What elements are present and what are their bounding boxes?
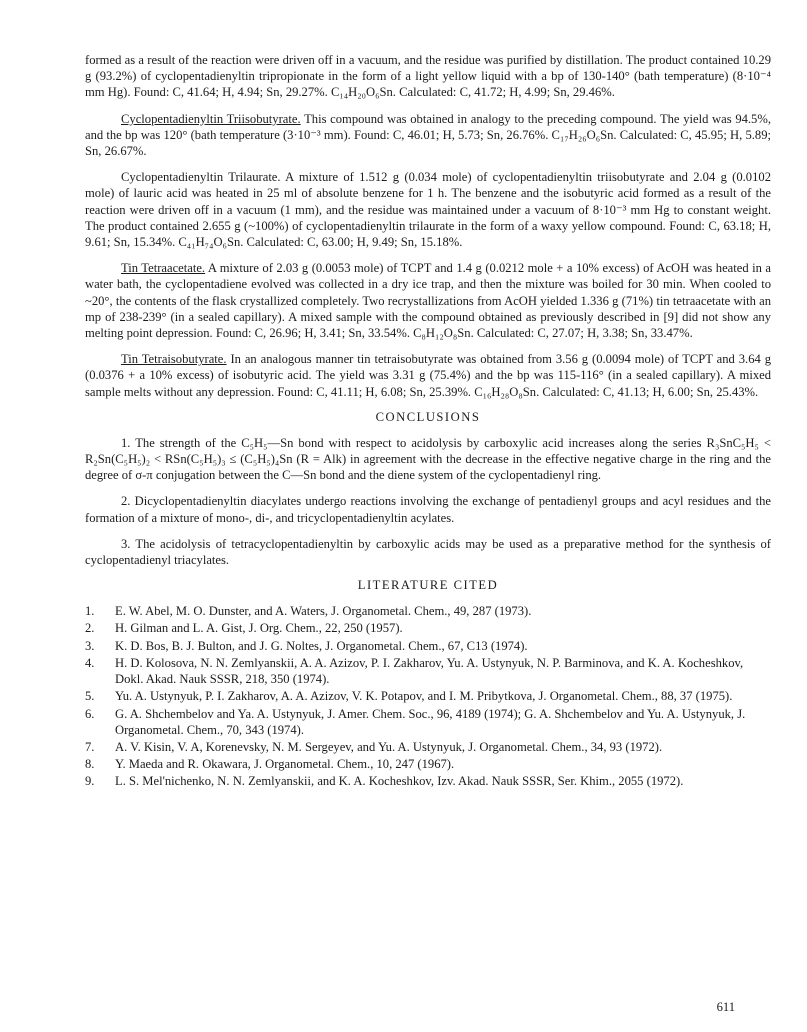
reference-text: G. A. Shchembelov and Ya. A. Ustynyuk, J. Amer. Chem. Soc., 96, 4189 (1974); G. A. Shchembelov and Yu. A. Ustynyuk, J. Organometal. Chem., 70, 343 (1974). xyxy=(115,706,746,737)
reference-number: 6. xyxy=(85,706,95,721)
reference-text: A. V. Kisin, V. A, Korenevsky, N. M. Sergeyev, and Yu. A. Ustynyuk, J. Organometal. Chem., 34, 93 (1972). xyxy=(115,739,663,754)
reference-item xyxy=(85,655,771,687)
reference-number: 3. xyxy=(85,638,95,653)
reference-item xyxy=(85,739,771,755)
page-body xyxy=(85,52,771,791)
reference-item xyxy=(85,638,771,654)
reference-number: 4. xyxy=(85,655,95,670)
reference-text: L. S. Mel'nichenko, N. N. Zemlyanskii, and K. A. Kocheshkov, Izv. Akad. Nauk SSSR, Ser. Khim., 2055 (1972). xyxy=(115,774,684,789)
reference-text: Y. Maeda and R. Okawara, J. Organometal. Chem., 10, 247 (1967). xyxy=(115,757,455,772)
reference-text: Yu. A. Ustynyuk, P. I. Zakharov, A. A. Azizov, V. K. Potapov, and I. M. Pribytkova, J. Organometal. Chem., 88, 37 (1975). xyxy=(115,689,733,704)
section-title-triisobutyrate: Cyclopentadienyltin Triisobutyrate. xyxy=(121,111,301,126)
reference-item xyxy=(85,706,771,738)
reference-list xyxy=(85,603,771,789)
literature-heading: LITERATURE CITED xyxy=(357,578,499,593)
reference-number: 1. xyxy=(85,604,95,619)
section-title-tetraisobutyrate: Tin Tetraisobutyrate. xyxy=(121,352,227,367)
reference-number: 9. xyxy=(85,774,95,789)
paragraph-tetraisobutyrate xyxy=(85,351,771,400)
reference-item xyxy=(85,603,771,619)
paragraph-text-triisobutyrate: This compound was obtained in analogy to the preceding compound. The yield was 94.5%, and the bp was 120° (bath temperature (3·10⁻³ mm). Found: C, 46.01; H, 5.73; Sn, 26.76%. C₁₇H₂₆O₆Sn. Calculated: C, 45.95; H, 5.89; Sn, 26.67%. xyxy=(85,111,771,159)
conclusion-item: 3. The acidolysis of tetracyclopentadienyltin by carboxylic acids may be used as a preparative method for the synthesis of cyclopentadienyl triacylates. xyxy=(85,536,771,568)
paragraph-text-trilaurate: A mixture of 1.512 g (0.034 mole) of cyclopentadienyltin triisobutyrate and 2.04 g (0.0102 mole) of lauric acid was heated in 25 ml of absolute benzene for 1 h. The benzene and the isobutyric acid formed as a result of the reaction were driven off in a vacuum (1 mm), and the residue was maintained under a vacuum of 8·10⁻³ mm Hg to constant weight. The product contained 2.655 g (~100%) of cyclopentadienyltin trilaurate in the form of a waxy yellow compound. Found: C, 63.18; H, 9.61; Sn, 15.34%. C₄₁H₇₄O₆Sn. Calculated: C, 63.00; H, 9.49; Sn, 15.18%. xyxy=(85,170,771,250)
reference-text: K. D. Bos, B. J. Bulton, and J. G. Noltes, J. Organometal. Chem., 67, C13 (1974). xyxy=(115,638,528,653)
paragraph-triisobutyrate xyxy=(85,111,771,160)
conclusions-heading: CONCLUSIONS xyxy=(375,409,481,424)
reference-number: 7. xyxy=(85,739,95,754)
reference-number: 2. xyxy=(85,621,95,636)
reference-text: E. W. Abel, M. O. Dunster, and A. Waters, J. Organometal. Chem., 49, 287 (1973). xyxy=(115,604,532,619)
paragraph-distillation: formed as a result of the reaction were driven off in a vacuum, and the residue was purified by distillation. The product contained 10.29 g (93.2%) of cyclopentadienyltin tripropionate in the form of a light yellow liquid with a bp of 130-140° (bath temperature) (8·10⁻⁴ mm Hg). Found: C, 41.64; H, 4.94; Sn, 29.27%. C₁₄H₂₀O₆Sn. Calculated: C, 41.72; H, 4.99; Sn, 29.46%. xyxy=(85,53,771,100)
reference-item xyxy=(85,773,771,789)
conclusion-item: 1. The strength of the C₅H₅—Sn bond with respect to acidolysis by carboxylic acid increases along the series R₃SnC₅H₅ < R₂Sn(C₅H₅)₂ < RSn(C₅H₅)₃ ≤ (C₅H₅)₄Sn (R = Alk) in agreement with the decrease in the effective negative charge in the ring and the degree of σ-π conjugation between the C—Sn bond and the diene system of the cyclopentadienyl ring. xyxy=(85,435,771,483)
section-title-trilaurate: Cyclopentadienyltin Trilaurate. xyxy=(121,170,281,185)
conclusion-item: 2. Dicyclopentadienyltin diacylates undergo reactions involving the exchange of pentadienyl groups and acyl residues and the formation of a mixture of mono-, di-, and tricyclopentadienyltin acylates. xyxy=(85,494,771,525)
paragraph-text-tetraacetate: A mixture of 2.03 g (0.0053 mole) of TCPT and 1.4 g (0.0212 mole + a 10% excess) of AcOH was heated in a water bath, the cyclopentadiene evolved was collected in a dry ice trap, and then the mixture was boiled for 30 min. When cooled to ~20°, the contents of the flask crystallized completely. Two recrystallizations from AcOH yielded 1.336 g (71%) tin tetraacetate with an mp of 238-239° (in a sealed capillary). A mixed sample with the compound obtained as previously described in [9] did not show any melting point depression. Found: C, 26.96; H, 3.41; Sn, 33.54%. C₈H₁₂O₈Sn. Calculated: C, 27.07; H, 3.38; Sn, 33.47%. xyxy=(85,261,771,341)
paragraph-text-tetraisobutyrate: In an analogous manner tin tetraisobutyrate was obtained from 3.56 g (0.0094 mole) of TCPT and 3.64 g (0.0376 + a 10% excess) of isobutyric acid. The yield was 3.31 g (75.4%) and the bp was 115-116° (in a sealed capillary). A mixed sample melts without any depression. Found: C, 41.11; H, 6.08; Sn, 25.39%. C₁₆H₂₈O₈Sn. Calculated: C, 41.13; H, 6.00; Sn, 25.43%. xyxy=(85,352,771,399)
paragraph-tetraacetate xyxy=(85,260,771,341)
reference-item xyxy=(85,688,771,704)
reference-number: 8. xyxy=(85,757,95,772)
reference-item xyxy=(85,620,771,636)
paragraph-trilaurate xyxy=(85,169,771,250)
reference-text: H. D. Kolosova, N. N. Zemlyanskii, A. A. Azizov, P. I. Zakharov, Yu. A. Ustynyuk, N. P. Barminova, and K. A. Kocheshkov, Dokl. Akad. Nauk SSSR, 218, 350 (1974). xyxy=(115,655,744,687)
section-title-tetraacetate: Tin Tetraacetate. xyxy=(121,261,206,276)
reference-number: 5. xyxy=(85,689,95,704)
reference-item xyxy=(85,756,771,772)
page-number: 611 xyxy=(716,1000,735,1014)
reference-text: H. Gilman and L. A. Gist, J. Org. Chem., 22, 250 (1957). xyxy=(115,621,403,636)
